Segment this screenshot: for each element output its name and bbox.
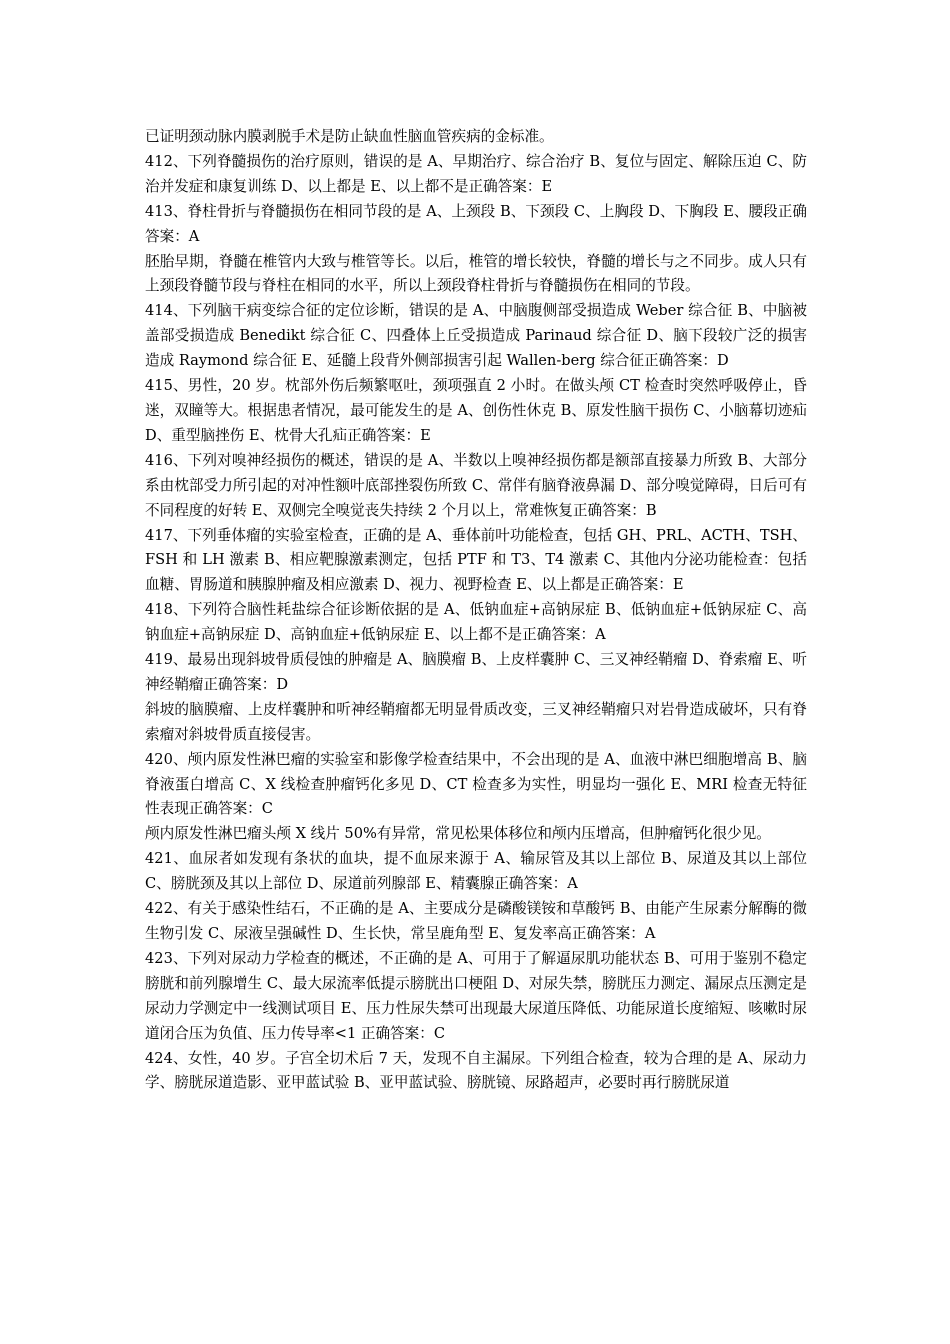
explanation-413: 胚胎早期，脊髓在椎管内大致与椎管等长。以后，椎管的增长较快，脊髓的增长与之不同步。成人只有上颈段脊髓节段与脊柱在相同的水平，所以上颈段脊柱骨折与脊髓损伤在相同的节段。 [145,252,807,295]
question-412: 412、下列脊髓损伤的治疗原则，错误的是 A、早期治疗、综合治疗 B、复位与固定、解除压迫 C、防治并发症和康复训练 D、以上都是 E、以上都不是正确答案：E [145,152,807,195]
question-415: 415、男性，20 岁。枕部外伤后频繁呕吐，颈项强直 2 小时。在做头颅 CT 检查时突然呼吸停止，昏迷，双瞳等大。根据患者情况，最可能发生的是 A、创伤性休克 B、原发性脑干损伤 C、小脑幕切迹疝 D、重型脑挫伤 E、枕骨大孔疝正确答案：E [145,377,807,444]
question-413: 413、脊柱骨折与脊髓损伤在相同节段的是 A、上颈段 B、下颈段 C、上胸段 D、下胸段 E、腰段正确答案：A [145,202,807,245]
question-417: 417、下列垂体瘤的实验室检查，正确的是 A、垂体前叶功能检查，包括 GH、PRL、ACTH、TSH、FSH 和 LH 激素 B、相应靶腺激素测定，包括 PTF 和 T3、T4 激素 C、其他内分泌功能检查：包括血糖、胃肠道和胰腺肿瘤及相应激素 D、视力、视野检查 E、以上都是正确答案：E [145,526,807,594]
document-body [145,125,807,1096]
question-421: 421、血尿者如发现有条状的血块，提不血尿来源于 A、输尿管及其以上部位 B、尿道及其以上部位 C、膀胱颈及其以上部位 D、尿道前列腺部 E、精囊腺正确答案：A [145,850,807,893]
question-420: 420、颅内原发性淋巴瘤的实验室和影像学检查结果中，不会出现的是 A、血液中淋巴细胞增高 B、脑脊液蛋白增高 C、X 线检查肿瘤钙化多见 D、CT 检查多为实性，明显均一强化 E、MRI 检查无特征性表现正确答案：C [145,750,807,818]
question-416: 416、下列对嗅神经损伤的概述，错误的是 A、半数以上嗅神经损伤都是额部直接暴力所致 B、大部分系由枕部受力所引起的对冲性额叶底部挫裂伤所致 C、常伴有脑脊液鼻漏 D、部分嗅觉障碍，日后可有不同程度的好转 E、双侧完全嗅觉丧失持续 2 个月以上，常难恢复正确答案：B [145,451,807,519]
question-419: 419、最易出现斜坡骨质侵蚀的肿瘤是 A、脑膜瘤 B、上皮样囊肿 C、三叉神经鞘瘤 D、脊索瘤 E、听神经鞘瘤正确答案：D [145,651,807,693]
question-418: 418、下列符合脑性耗盐综合征诊断依据的是 A、低钠血症+高钠尿症 B、低钠血症+低钠尿症 C、高钠血症+高钠尿症 D、高钠血症+低钠尿症 E、以上都不是正确答案：A [145,601,807,644]
question-424: 424、女性，40 岁。子宫全切术后 7 天，发现不自主漏尿。下列组合检查，较为合理的是 A、尿动力学、膀胱尿道造影、亚甲蓝试验 B、亚甲蓝试验、膀胱镜、尿路超声，必要时再行膀胱尿道 [145,1049,807,1092]
paragraph-intro-conclusion: 已证明颈动脉内膜剥脱手术是防止缺血性脑血管疾病的金标准。 [145,128,554,145]
question-423: 423、下列对尿动力学检查的概述，不正确的是 A、可用于了解逼尿肌功能状态 B、可用于鉴别不稳定膀胱和前列腺增生 C、最大尿流率低提示膀胱出口梗阻 D、对尿失禁，膀胱压力测定、漏尿点压测定是尿动力学测定中一线测试项目 E、压力性尿失禁可出现最大尿道压降低、功能尿道长度缩短、咳嗽时尿道闭合压为负值、压力传导率<1 正确答案：C [145,949,807,1042]
question-414: 414、下列脑干病变综合征的定位诊断，错误的是 A、中脑腹侧部受损造成 Weber 综合征 B、中脑被盖部受损造成 Benedikt 综合征 C、四叠体上丘受损造成 Parinaud 综合征 D、脑下段较广泛的损害造成 Raymond 综合征 E、延髓上段背外侧部损害引起 Wallen-berg 综合征正确答案：D [145,302,807,370]
explanation-419: 斜坡的脑膜瘤、上皮样囊肿和听神经鞘瘤都无明显骨质改变，三叉神经鞘瘤只对岩骨造成破坏，只有脊索瘤对斜坡骨质直接侵害。 [145,700,807,743]
explanation-420: 颅内原发性淋巴瘤头颅 X 线片 50%有异常，常见松果体移位和颅内压增高，但肿瘤钙化很少见。 [145,825,771,843]
question-422: 422、有关于感染性结石，不正确的是 A、主要成分是磷酸镁铵和草酸钙 B、由能产生尿素分解酶的微生物引发 C、尿液呈强碱性 D、生长快，常呈鹿角型 E、复发率高正确答案：A [145,900,807,942]
